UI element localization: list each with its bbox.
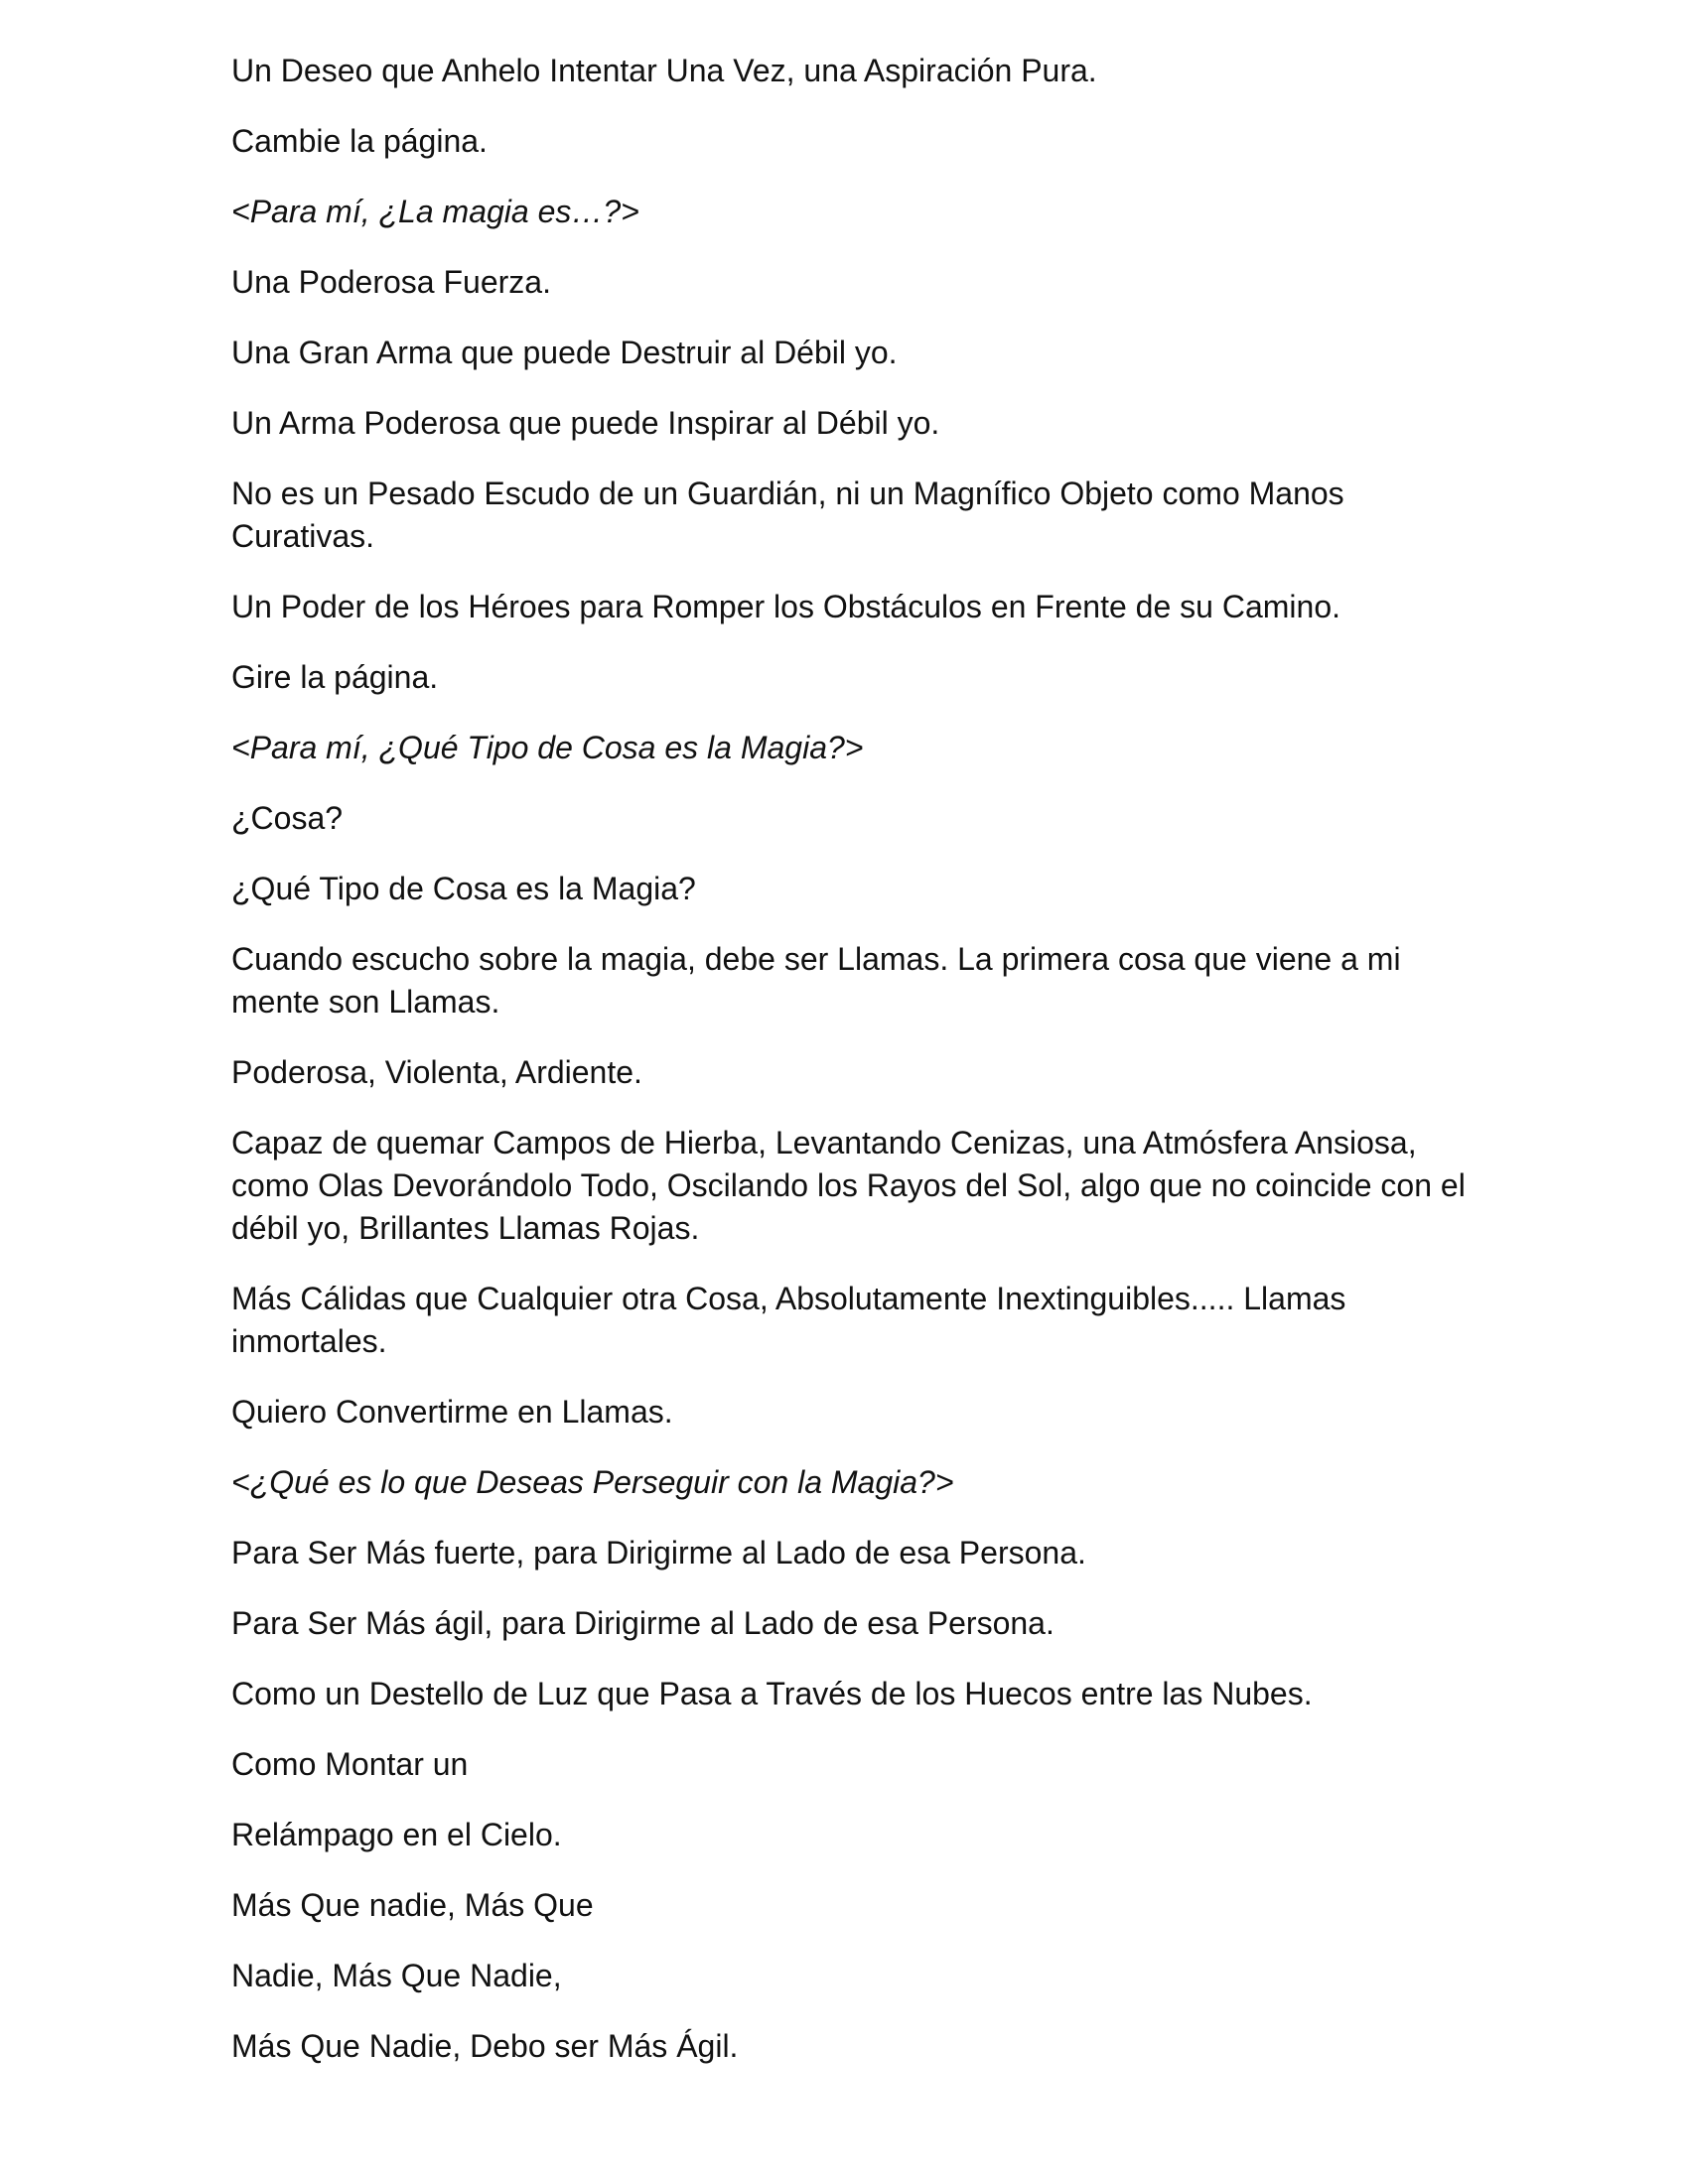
paragraph: Un Poder de los Héroes para Romper los Obstáculos en Frente de su Camino. <box>231 589 1340 624</box>
paragraph: Para Ser Más fuerte, para Dirigirme al Lado de esa Persona. <box>231 1535 1086 1570</box>
paragraph: Un Deseo que Anhelo Intentar Una Vez, una Aspiración Pura. <box>231 53 1097 88</box>
paragraph: Gire la página. <box>231 659 439 695</box>
paragraph: Un Arma Poderosa que puede Inspirar al Débil yo. <box>231 405 940 441</box>
paragraph: No es un Pesado Escudo de un Guardián, ni un Magnífico Objeto como Manos Curativas. <box>231 476 1344 554</box>
paragraph-italic-heading: <¿Qué es lo que Deseas Perseguir con la Magia?> <box>231 1464 954 1500</box>
paragraph: ¿Qué Tipo de Cosa es la Magia? <box>231 871 696 906</box>
paragraph: Como un Destello de Luz que Pasa a Través de los Huecos entre las Nubes. <box>231 1676 1313 1711</box>
paragraph-italic-heading: <Para mí, ¿Qué Tipo de Cosa es la Magia?> <box>231 730 864 765</box>
paragraph: Poderosa, Violenta, Ardiente. <box>231 1054 642 1090</box>
paragraph: Más Que Nadie, Debo ser Más Ágil. <box>231 2028 739 2064</box>
paragraph: Quiero Convertirme en Llamas. <box>231 1394 673 1430</box>
paragraph: Para Ser Más ágil, para Dirigirme al Lado de esa Persona. <box>231 1605 1055 1641</box>
paragraph: Capaz de quemar Campos de Hierba, Levantando Cenizas, una Atmósfera Ansiosa, como Olas Devorándolo Todo, Oscilando los Rayos del Sol, algo que no coincide con el débil yo, Brillantes Llamas Rojas. <box>231 1125 1466 1246</box>
paragraph: Más Cálidas que Cualquier otra Cosa, Absolutamente Inextinguibles..... Llamas inmortales. <box>231 1281 1346 1359</box>
paragraph: Nadie, Más Que Nadie, <box>231 1958 562 1993</box>
paragraph: Una Poderosa Fuerza. <box>231 264 551 300</box>
paragraph: ¿Cosa? <box>231 800 344 836</box>
paragraph: Como Montar un <box>231 1746 469 1782</box>
paragraph: Más Que nadie, Más Que <box>231 1887 594 1923</box>
paragraph: Una Gran Arma que puede Destruir al Débil yo. <box>231 335 898 370</box>
document-body <box>231 50 1492 2096</box>
paragraph: Relámpago en el Cielo. <box>231 1817 562 1852</box>
paragraph: Cambie la página. <box>231 123 488 159</box>
paragraph: Cuando escucho sobre la magia, debe ser Llamas. La primera cosa que viene a mi mente son Llamas. <box>231 941 1401 1020</box>
paragraph-italic-heading: <Para mí, ¿La magia es…?> <box>231 194 639 229</box>
